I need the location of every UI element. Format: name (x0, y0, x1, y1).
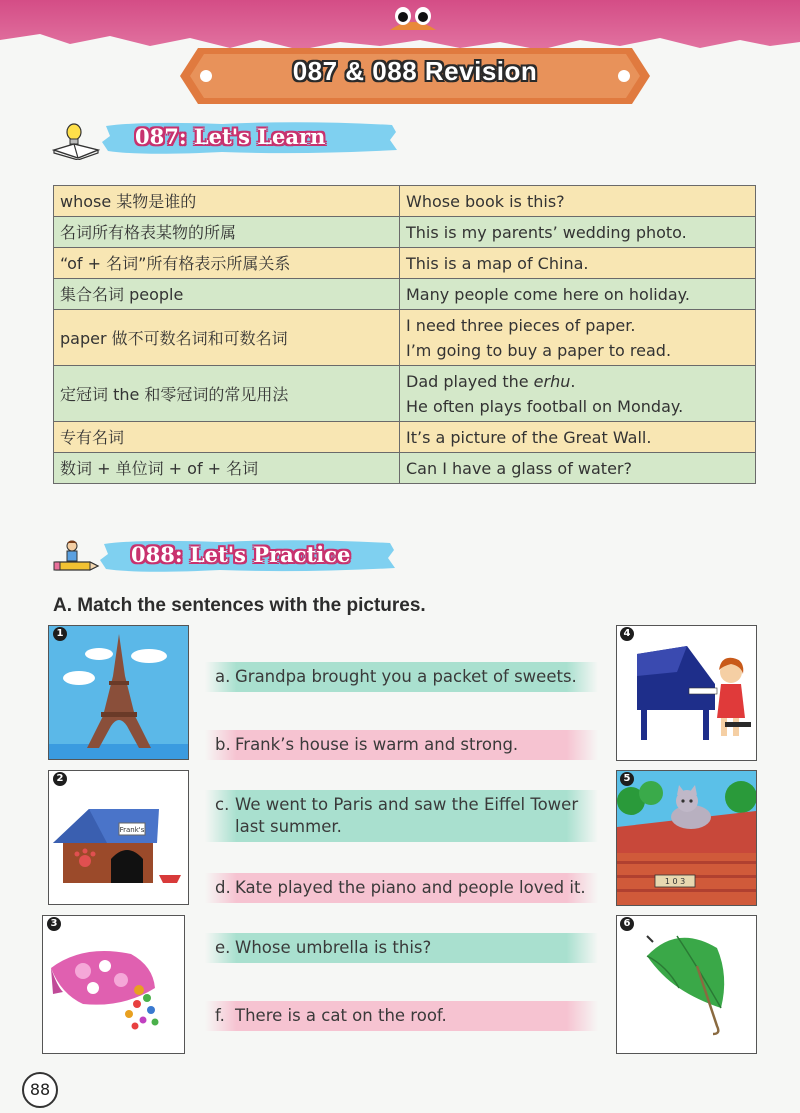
table-row (54, 453, 756, 484)
picture-sweets (42, 915, 185, 1054)
sentence-c (205, 790, 598, 842)
practice-section-title: 088: Let's Practice (131, 542, 351, 567)
crab-mascot-icon (388, 6, 438, 30)
table-row (54, 217, 756, 248)
example-line-1 (406, 369, 749, 394)
sentence-label: a. (215, 667, 231, 686)
sentence-text: Frank’s house is warm and strong. (235, 735, 519, 754)
table-row (54, 186, 756, 217)
sentence-text: There is a cat on the roof. (235, 1006, 447, 1025)
house-number-sign: 1 0 3 (664, 877, 686, 886)
example-line-2: He often plays football on Monday. (406, 397, 684, 416)
table-cell-example: Whose book is this? (400, 186, 756, 217)
page-number: 88 (22, 1072, 58, 1108)
picture-number: 6 (620, 917, 634, 931)
sentence-label: b. (215, 735, 231, 754)
table-row (54, 310, 756, 366)
sentence-text-line-2: last summer. (235, 817, 342, 836)
eiffel-tower-illustration (49, 626, 188, 759)
table-cell-topic: 名词所有格表某物的所属 (54, 217, 400, 248)
sentence-label: f. (215, 1006, 225, 1025)
picture-number: 1 (53, 627, 67, 641)
dog-house-illustration (49, 771, 188, 904)
sweets-packet-illustration (43, 916, 184, 1053)
example-italic-word: erhu (533, 372, 571, 391)
picture-number: 2 (53, 772, 67, 786)
example-line-2: I’m going to buy a paper to read. (406, 341, 672, 360)
picture-number: 3 (47, 917, 61, 931)
exercise-instruction: A. Match the sentences with the pictures. (53, 595, 426, 616)
example-text: Dad played the (406, 372, 534, 391)
table-row (54, 422, 756, 453)
sentence-text: We went to Paris and saw the Eiffel Tower (235, 795, 579, 814)
picture-umbrella (616, 915, 757, 1054)
learn-section-title: 087: Let's Learn (135, 124, 326, 149)
table-cell-topic: whose 某物是谁的 (54, 186, 400, 217)
sentence-e (205, 933, 598, 963)
sentence-text: Kate played the piano and people loved it. (235, 878, 586, 897)
table-row (54, 248, 756, 279)
sentence-d (205, 873, 598, 903)
pencil-kid-icon (52, 538, 100, 574)
book-lamp-icon (52, 120, 100, 160)
table-cell-topic: paper 做不可数名词和可数名词 (54, 310, 400, 366)
page-title: 087 & 088 Revision (292, 56, 538, 86)
table-cell-topic: “of + 名词”所有格表示所属关系 (54, 248, 400, 279)
picture-dog-house (48, 770, 189, 905)
table-cell-topic: 数词 + 单位词 + of + 名词 (54, 453, 400, 484)
table-row (54, 366, 756, 422)
table-cell-example: This is a map of China. (400, 248, 756, 279)
table-cell-example: Many people come here on holiday. (400, 279, 756, 310)
example-line-1: I need three pieces of paper. (406, 316, 636, 335)
picture-piano (616, 625, 757, 761)
grammar-table (53, 185, 756, 484)
picture-eiffel-tower (48, 625, 189, 760)
picture-number: 5 (620, 772, 634, 786)
sentence-a (205, 662, 598, 692)
umbrella-illustration (617, 916, 756, 1053)
sentence-label: d. (215, 878, 231, 897)
table-cell-example: Can I have a glass of water? (400, 453, 756, 484)
table-cell-topic: 定冠词 the 和零冠词的常见用法 (54, 366, 400, 422)
cat-roof-illustration (617, 771, 756, 905)
table-row (54, 279, 756, 310)
table-cell-example: This is my parents’ wedding photo. (400, 217, 756, 248)
picture-cat-on-roof (616, 770, 757, 906)
dog-house-sign: Frank's (119, 826, 145, 834)
sentence-f (205, 1001, 598, 1031)
sentence-text: Grandpa brought you a packet of sweets. (235, 667, 577, 686)
piano-girl-illustration (617, 626, 756, 760)
picture-number: 4 (620, 627, 634, 641)
table-cell-example (400, 310, 756, 366)
table-cell-example (400, 366, 756, 422)
sentence-label: e. (215, 938, 231, 957)
sentence-b (205, 730, 598, 760)
table-cell-topic: 集合名词 people (54, 279, 400, 310)
sentence-label: c. (215, 795, 230, 814)
example-text: . (570, 372, 576, 391)
sentence-text: Whose umbrella is this? (235, 938, 432, 957)
table-cell-topic: 专有名词 (54, 422, 400, 453)
table-cell-example: It’s a picture of the Great Wall. (400, 422, 756, 453)
